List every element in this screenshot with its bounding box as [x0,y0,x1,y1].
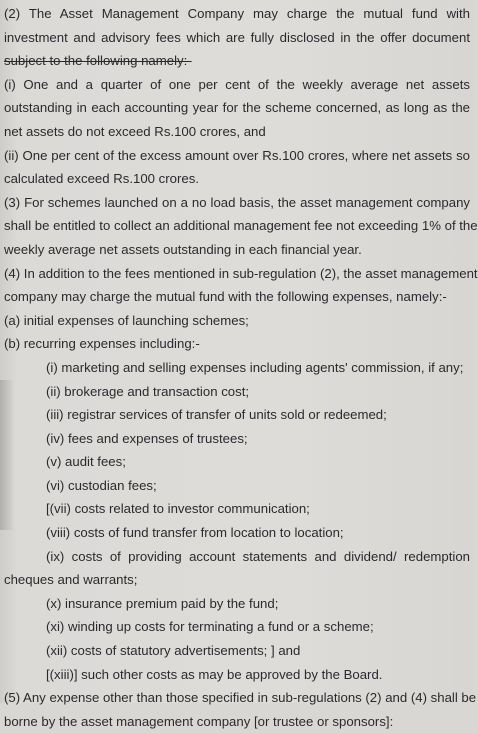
text-line: [(xiii)] such other costs as may be approved by the Board. [46,666,383,682]
text-line: net assets do not exceed Rs.100 crores, and [4,123,266,139]
text-line: (iii) registrar services of transfer of units sold or redeemed; [46,407,387,423]
text-line: (xii) costs of statutory advertisements; ] and [46,643,301,659]
text-line: (ii) brokerage and transaction cost; [46,383,250,399]
text-line: (x) insurance premium paid by the fund; [46,595,279,611]
text-line: [(vii) costs related to investor communication; [46,501,310,517]
text-line: weekly average net assets outstanding in each financial year. [4,241,362,257]
text-line: outstanding in each accounting year for the scheme concerned, as long as the [4,100,470,116]
text-line: subject to the following namely:- [4,53,192,69]
text-line: (4) In addition to the fees mentioned in sub-regulation (2), the asset management [4,265,478,281]
text-line: company may charge the mutual fund with the following expenses, namely:- [4,289,447,305]
text-line: borne by the asset management company [or trustee or sponsors]: [4,713,394,729]
text-line: (i) One and a quarter of one per cent of the weekly average net assets [4,76,470,92]
text-line: (ii) One per cent of the excess amount over Rs.100 crores, where net assets so [4,147,470,163]
text-line: cheques and warrants; [4,572,138,588]
text-line: shall be entitled to collect an additional management fee not exceeding 1% of the [4,218,478,234]
text-line: (ix) costs of providing account statements and dividend/ redemption [46,548,470,564]
text-line: (5) Any expense other than those specified in sub-regulations (2) and (4) shall be [4,690,477,706]
text-line: (v) audit fees; [46,454,126,470]
text-line: (3) For schemes launched on a no load basis, the asset management company [4,194,470,210]
text-line: (b) recurring expenses including:- [4,336,200,352]
text-line: (vi) custodian fees; [46,477,157,493]
text-line: (i) marketing and selling expenses including agents' commission, if any; [46,359,464,375]
text-line: (viii) costs of fund transfer from location to location; [46,525,344,541]
text-line: (xi) winding up costs for terminating a fund or a scheme; [46,619,374,635]
text-line: (2) The Asset Management Company may charge the mutual fund with [4,6,470,21]
text-line: (iv) fees and expenses of trustees; [46,430,248,446]
text-line: (a) initial expenses of launching schemes; [4,312,249,328]
text-line: calculated exceed Rs.100 crores. [4,171,199,187]
document-text [4,2,478,733]
text-line: investment and advisory fees which are fully disclosed in the offer document [4,29,470,45]
